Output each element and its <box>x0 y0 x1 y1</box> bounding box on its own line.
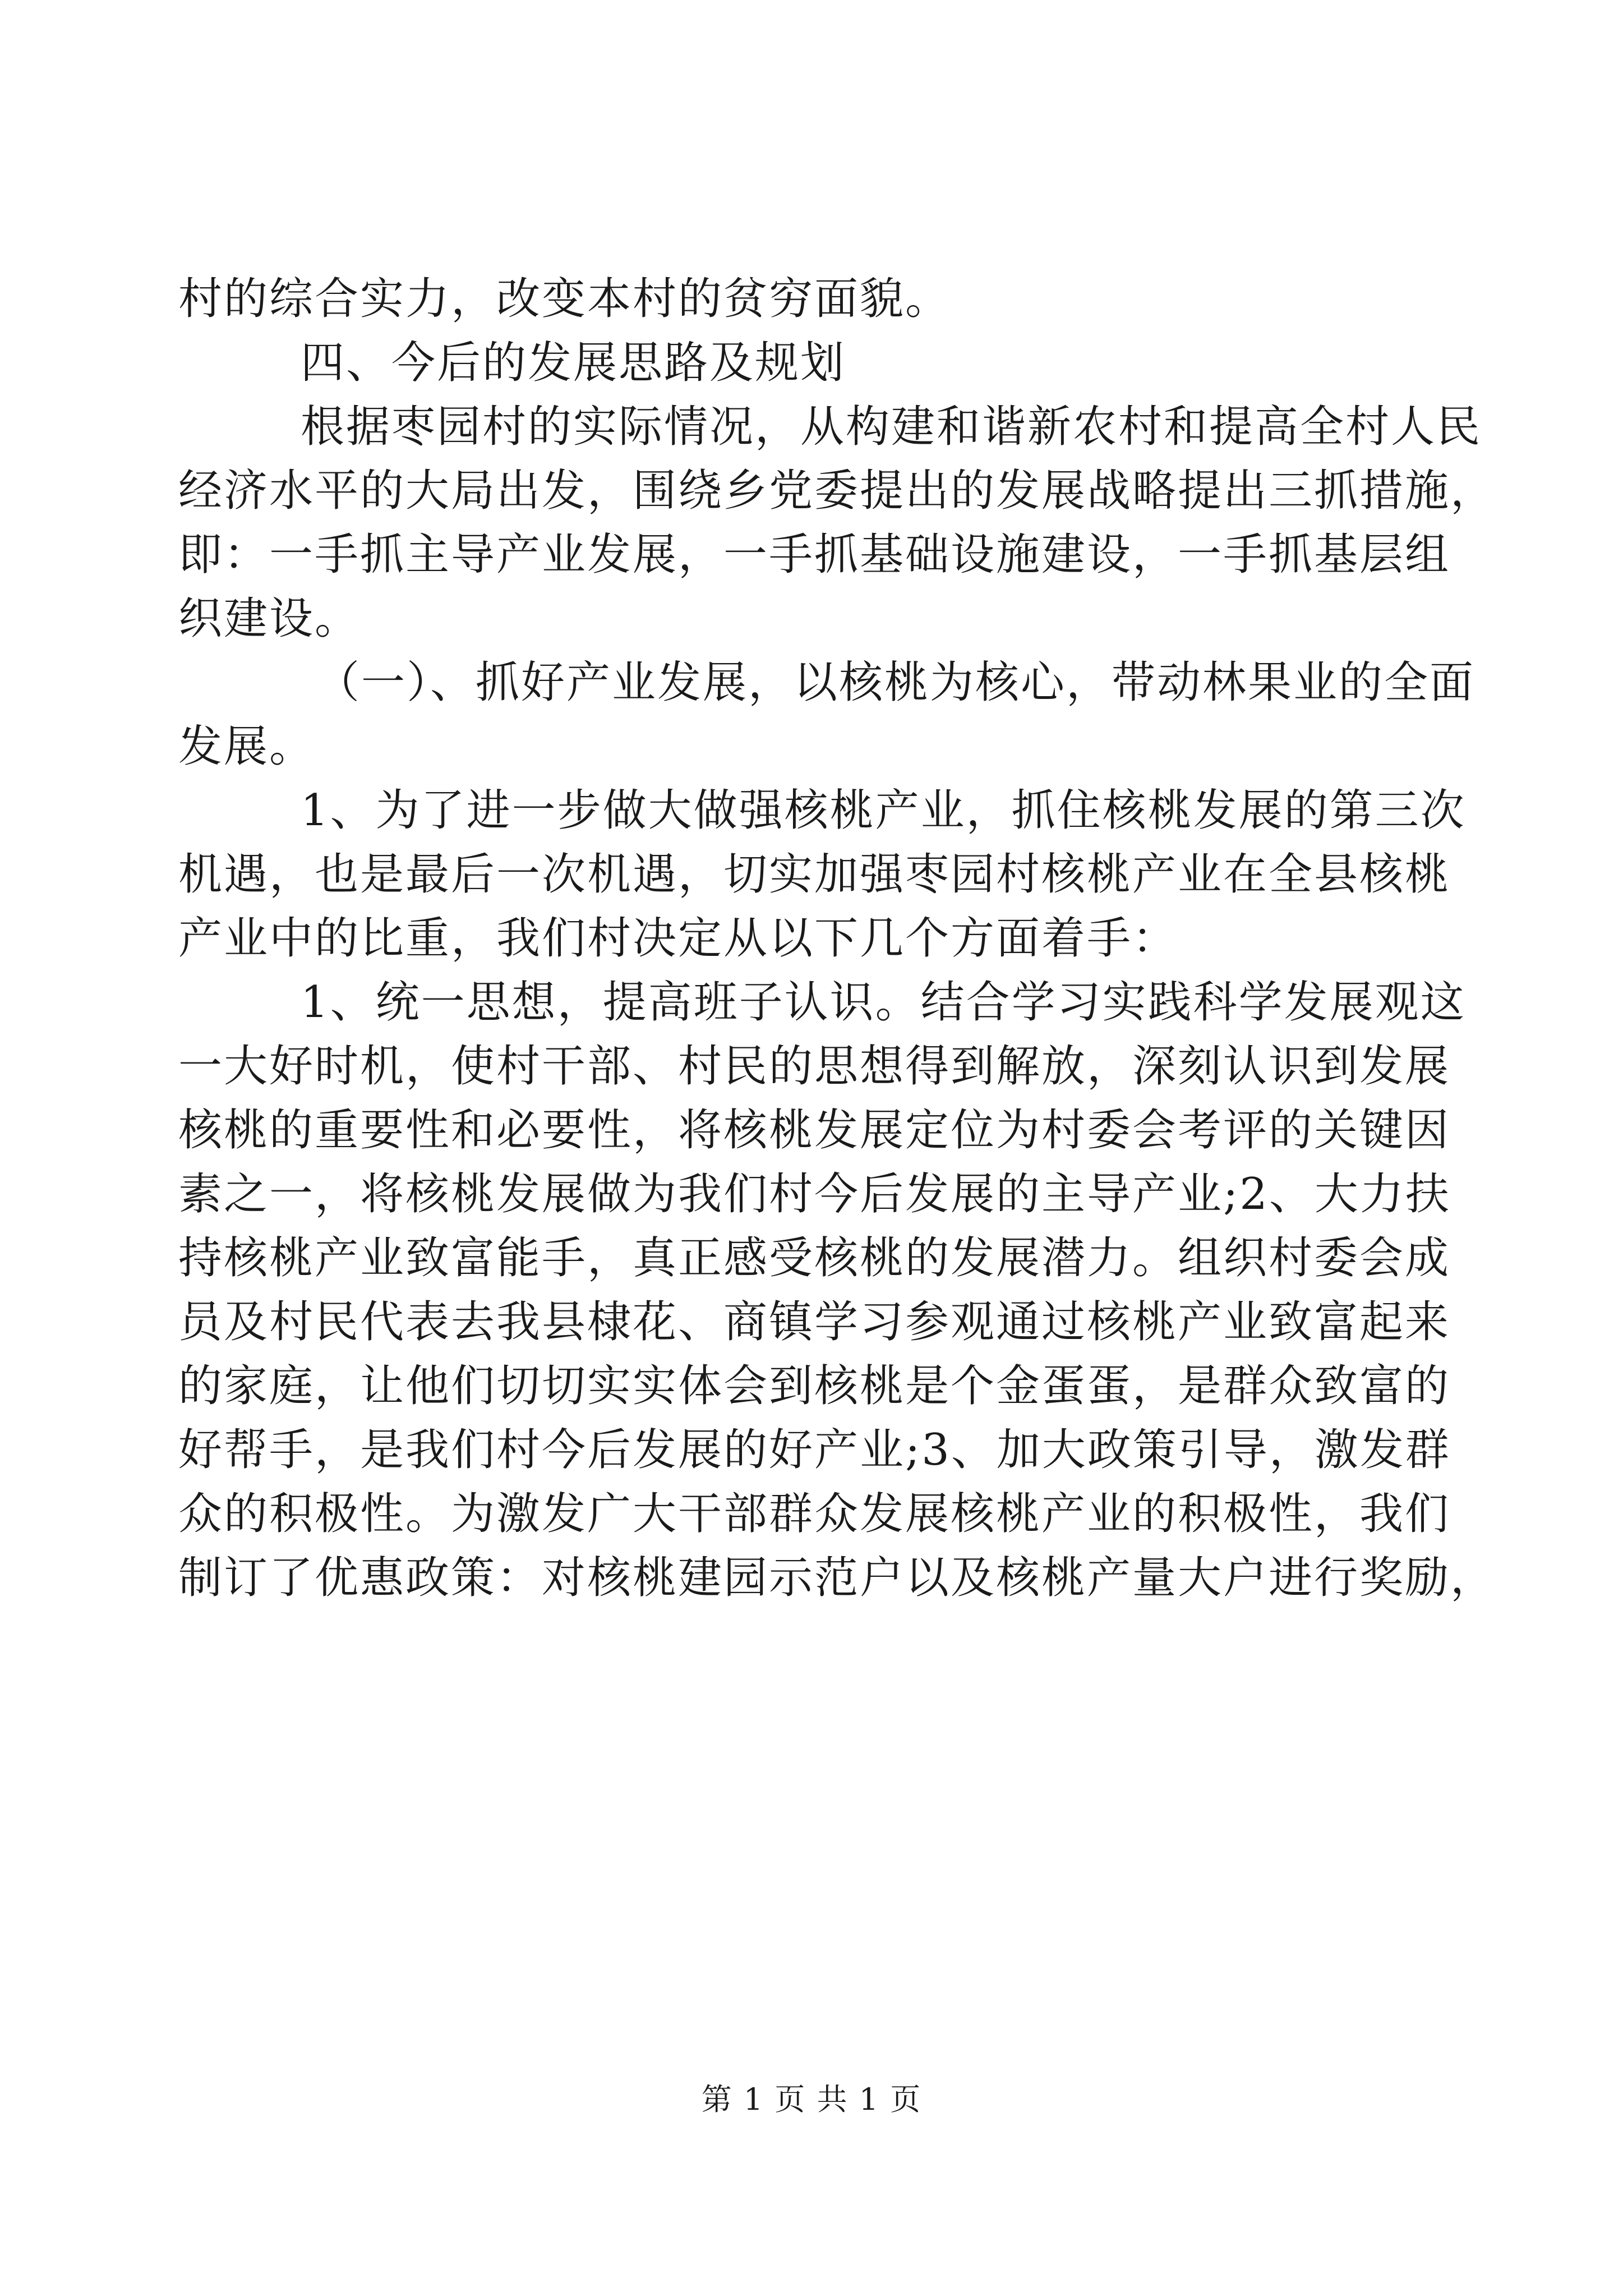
paragraph-line: 好帮手，是我们村今后发展的好产业;3、加大政策引导，激发群 <box>178 1425 1451 1475</box>
paragraph-line: 众的积极性。为激发广大干部群众发展核桃产业的积极性，我们 <box>178 1489 1451 1539</box>
paragraph-line: 持核桃产业致富能手，真正感受核桃的发展潜力。组织村委会成 <box>178 1233 1451 1283</box>
paragraph-line: 即：一手抓主导产业发展，一手抓基础设施建设，一手抓基层组 <box>178 530 1451 580</box>
paragraph-line: 根据枣园村的实际情况，从构建和谐新农村和提高全村人民 <box>301 402 1482 452</box>
page-number-footer: 第 1 页 共 1 页 <box>701 2082 922 2117</box>
paragraph-line: 1、统一思想，提高班子认识。结合学习实践科学发展观这 <box>301 977 1466 1028</box>
paragraph-line: 1、为了进一步做大做强核桃产业，抓住核桃发展的第三次 <box>301 785 1466 836</box>
paragraph-line: 机遇，也是最后一次机遇，切实加强枣园村核桃产业在全县核桃 <box>178 849 1451 900</box>
body-text <box>178 267 1496 1610</box>
paragraph-line: 一大好时机，使村干部、村民的思想得到解放，深刻认识到发展 <box>178 1041 1451 1092</box>
paragraph-line: 员及村民代表去我县棣花、商镇学习参观通过核桃产业致富起来 <box>178 1297 1451 1347</box>
paragraph-line: 核桃的重要性和必要性，将核桃发展定位为村委会考评的关键因 <box>178 1105 1451 1156</box>
paragraph-line: 的家庭，让他们切切实实体会到核桃是个金蛋蛋，是群众致富的 <box>178 1361 1451 1411</box>
paragraph-line: 村的综合实力，改变本村的贫穷面貌。 <box>178 274 951 324</box>
subsection-heading: （一）、抓好产业发展，以核桃为核心，带动林果业的全面 <box>316 657 1476 708</box>
paragraph-line: 织建设。 <box>178 593 361 644</box>
section-heading: 四、今后的发展思路及规划 <box>301 338 846 388</box>
paragraph-line: 制订了优惠政策：对核桃建园示范户以及核桃产量大户进行奖励， <box>178 1553 1496 1603</box>
paragraph-line: 产业中的比重，我们村决定从以下几个方面着手： <box>178 913 1178 964</box>
paragraph-line: 素之一，将核桃发展做为我们村今后发展的主导产业;2、大力扶 <box>178 1169 1451 1220</box>
paragraph-line: 发展。 <box>178 721 315 772</box>
paragraph-line: 经济水平的大局出发，围绕乡党委提出的发展战略提出三抓措施， <box>178 466 1496 516</box>
